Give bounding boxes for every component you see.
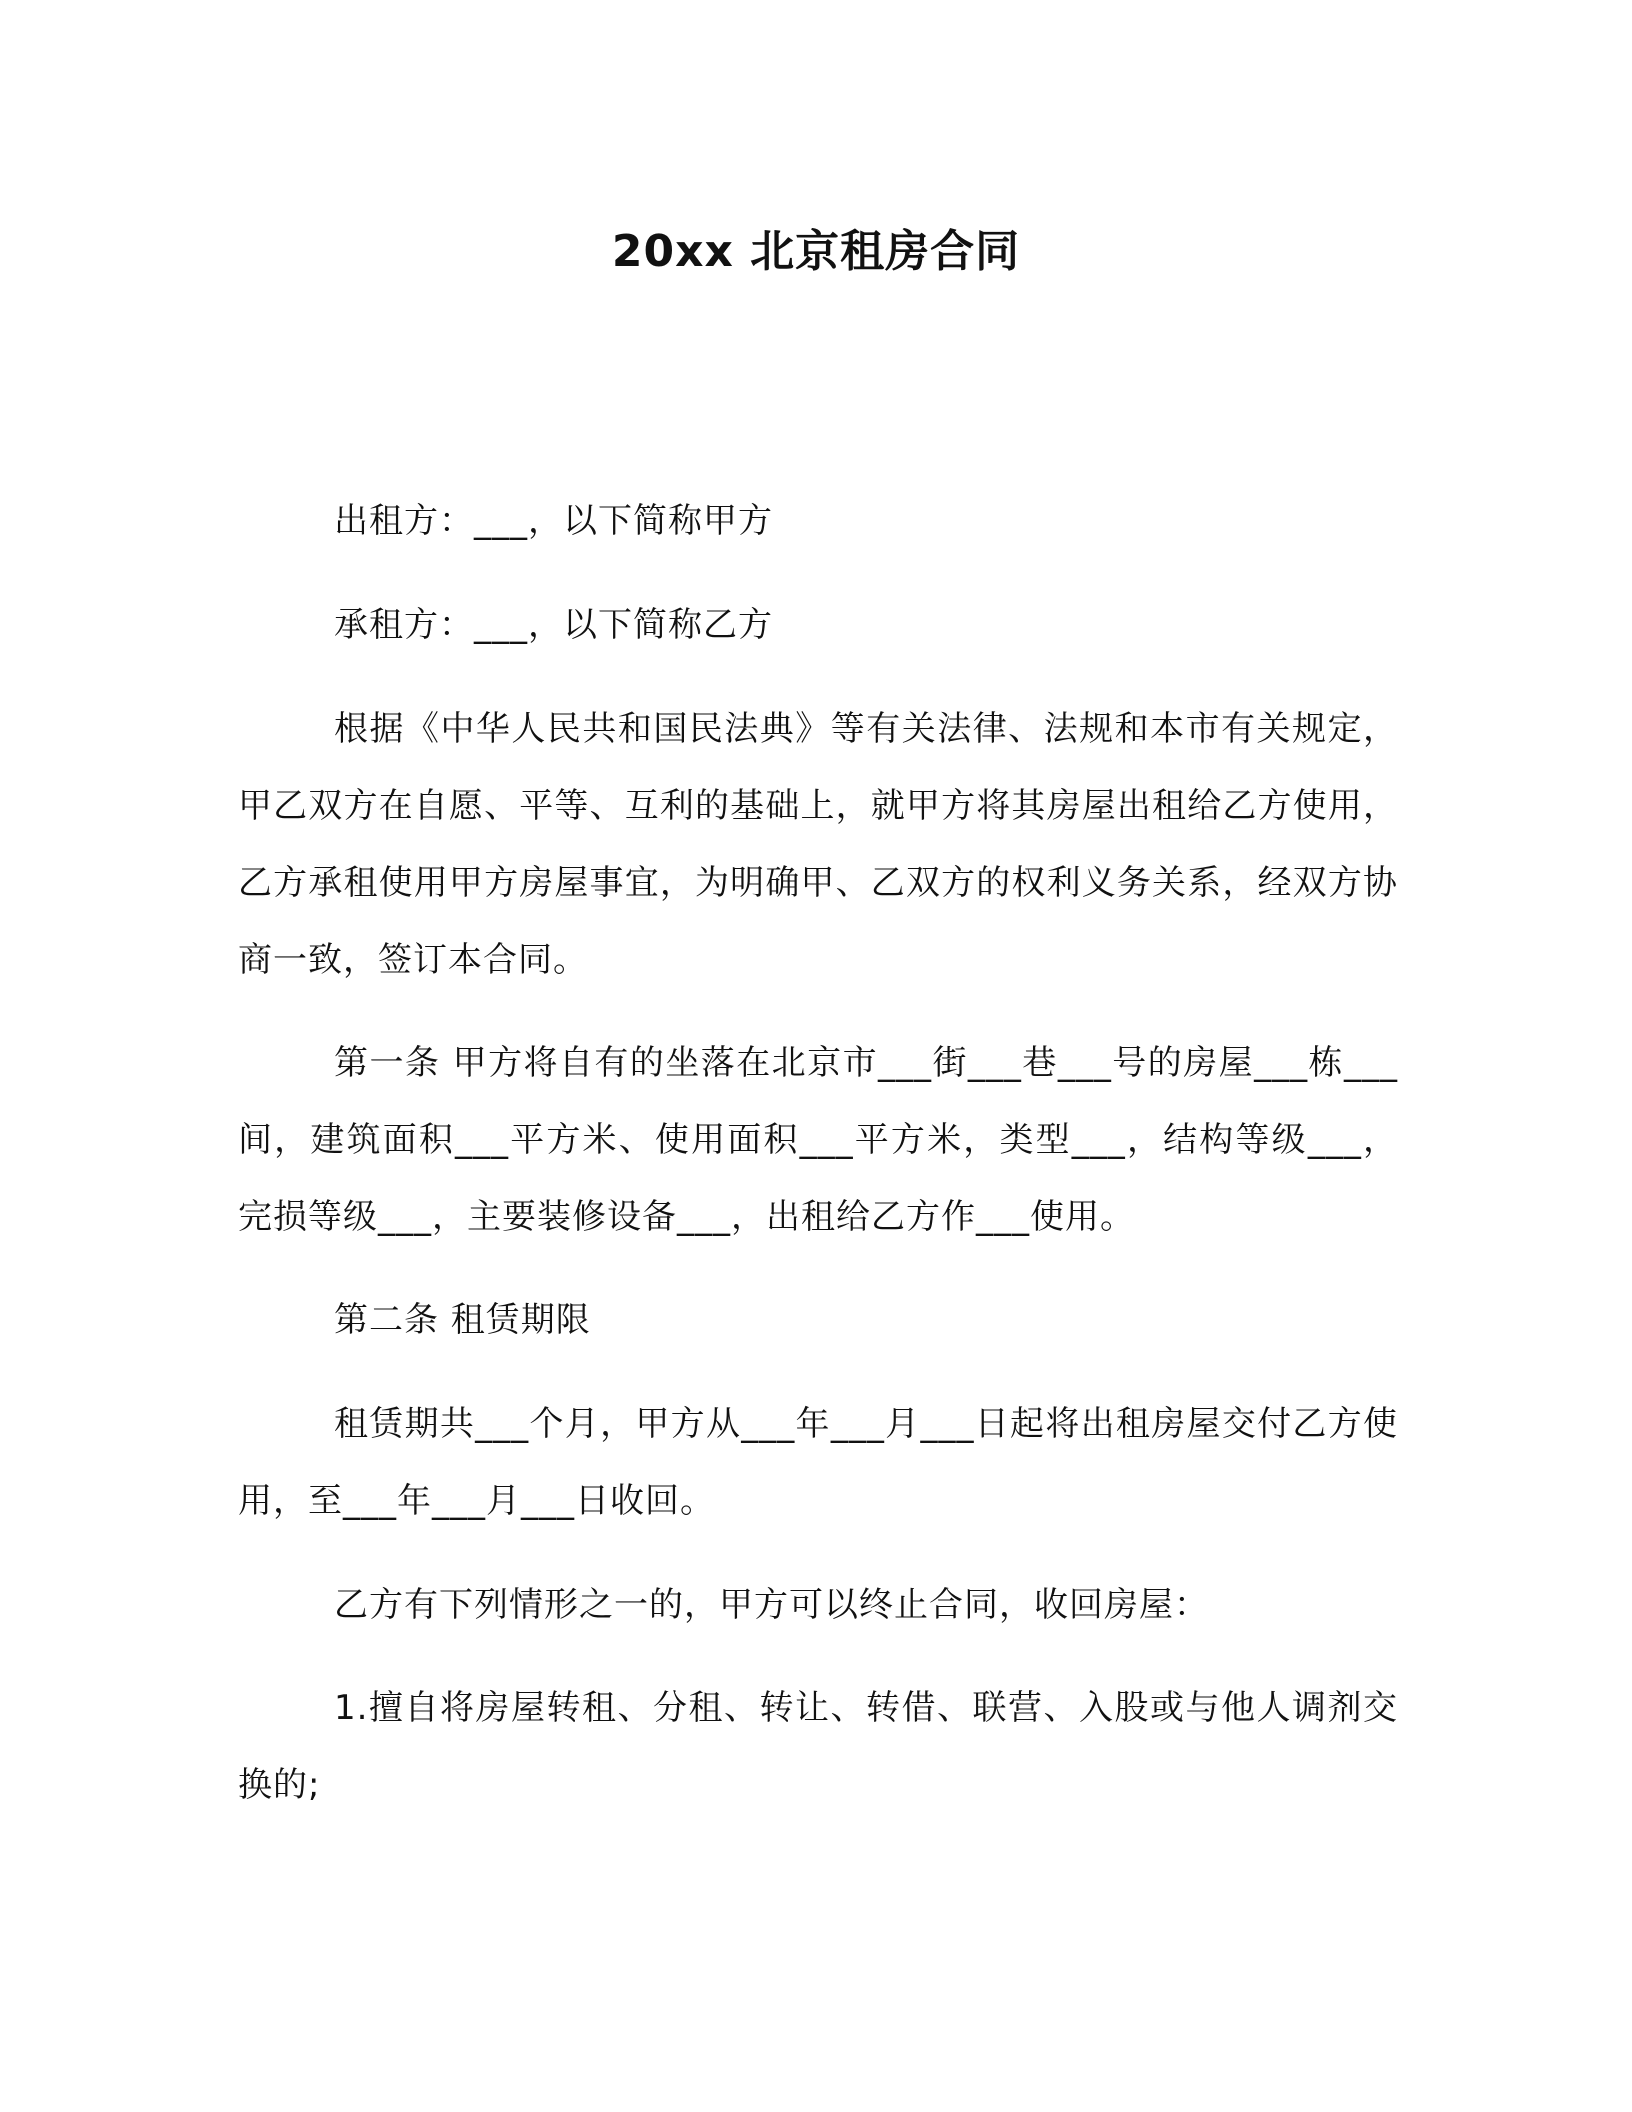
- termination-intro: 乙方有下列情形之一的，甲方可以终止合同，收回房屋：: [334, 1585, 1209, 1625]
- lessor-line: 出租方：___，以下简称甲方: [334, 501, 773, 541]
- termination-item-1: 1.擅自将房屋转租、分租、转让、转借、联营、入股或与他人调剂交换的;: [238, 1688, 1398, 1805]
- article-one-paragraph: 第一条 甲方将自有的坐落在北京市___街___巷___号的房屋___栋___间，建筑面积___平方米、使用面积___平方米，类型___，结构等级___，完损等级___，主要装修设备___，出租给乙方作___使用。: [238, 1043, 1398, 1237]
- preamble-paragraph: 根据《中华人民共和国民法典》等有关法律、法规和本市有关规定，甲乙双方在自愿、平等、互利的基础上，就甲方将其房屋出租给乙方使用，乙方承租使用甲方房屋事宜，为明确甲、乙双方的权利义务关系，经双方协商一致，签订本合同。: [238, 709, 1398, 980]
- article-two-heading: 第二条 租赁期限: [334, 1300, 591, 1340]
- document-title: 20xx 北京租房合同: [611, 226, 1021, 277]
- lease-term-paragraph: 租赁期共___个月，甲方从___年___月___日起将出租房屋交付乙方使用，至___年___月___日收回。: [238, 1404, 1398, 1521]
- lessee-line: 承租方：___，以下简称乙方: [334, 605, 773, 645]
